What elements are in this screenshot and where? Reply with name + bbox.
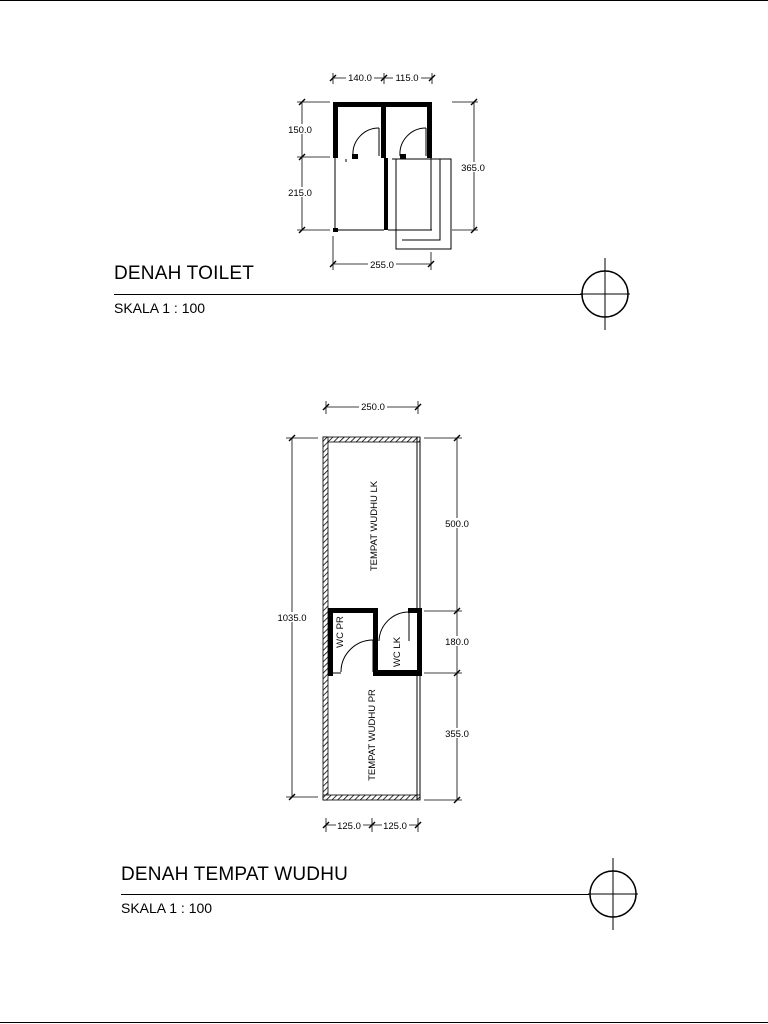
toilet-plan: [287, 72, 630, 330]
wudhu-dim-right-middle: 180.0: [445, 637, 469, 648]
toilet-section-marker: [580, 258, 630, 330]
room-label-wudhu-pr: TEMPAT WUDHU PR: [367, 689, 378, 781]
wudhu-plan-title: DENAH TEMPAT WUDHU: [121, 864, 349, 885]
toilet-title-underline: [114, 294, 582, 295]
wudhu-dim-bottom-right: 125.0: [383, 821, 407, 832]
toilet-outlines: [335, 158, 451, 249]
wudhu-dim-right: [424, 435, 462, 803]
wudhu-dim-right-upper: 500.0: [445, 519, 469, 530]
wudhu-dim-left-total: 1035.0: [277, 613, 307, 624]
wudhu-dim-bottom-left: 125.0: [337, 821, 361, 832]
wudhu-title-underline: [121, 894, 589, 895]
toilet-dim-bottom: 255.0: [370, 260, 394, 271]
toilet-dim-top-left: 140.0: [348, 73, 372, 84]
toilet-plan-scale: SKALA 1 : 100: [114, 300, 206, 316]
wudhu-dim-right-lower: 355.0: [445, 729, 469, 740]
toilet-dim-top-right: 115.0: [395, 73, 419, 84]
toilet-dim-right-total: 365.0: [461, 163, 485, 174]
wudhu-plan-scale: SKALA 1 : 100: [121, 900, 213, 916]
room-label-wc-lk: WC LK: [392, 636, 403, 668]
room-label-wc-pr: WC PR: [335, 616, 346, 648]
wudhu-plan: [275, 401, 638, 930]
room-label-wudhu-lk: TEMPAT WUDHU LK: [369, 480, 380, 572]
toilet-plan-title: DENAH TOILET: [114, 263, 255, 284]
wudhu-section-marker: [588, 858, 638, 930]
toilet-walls: [333, 102, 432, 232]
wudhu-dim-top: 250.0: [361, 402, 385, 413]
toilet-dim-left-upper: 150.0: [288, 125, 312, 136]
toilet-dim-left: [297, 99, 330, 233]
toilet-dim-left-lower: 215.0: [288, 188, 312, 199]
toilet-doors: [353, 128, 426, 156]
